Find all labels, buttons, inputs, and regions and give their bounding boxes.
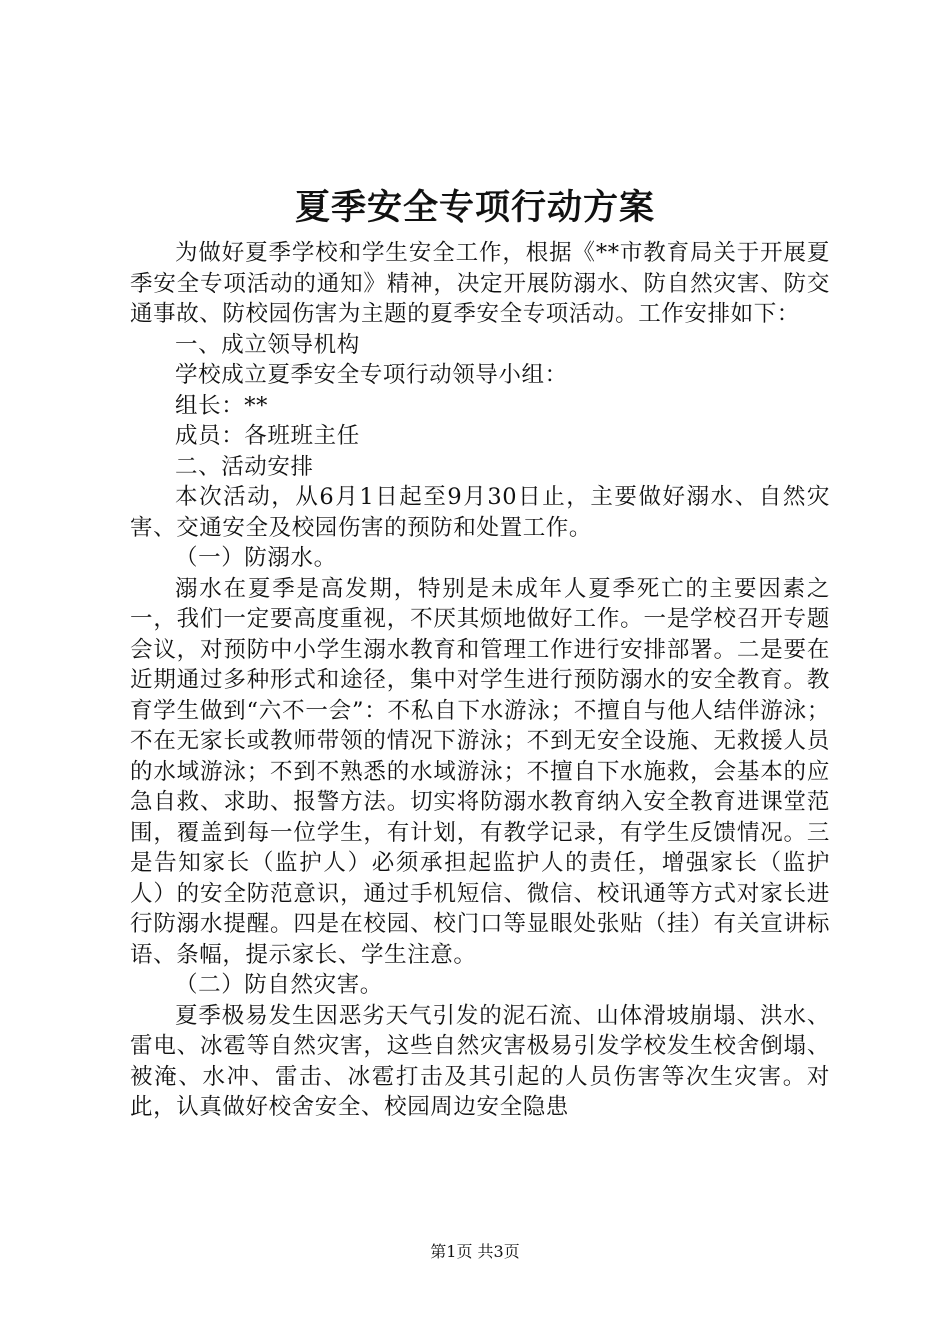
paragraph-leader: 组长：**: [175, 392, 269, 419]
heading-activities: 二、活动安排: [175, 453, 314, 480]
document-title: 夏季安全专项行动方案: [294, 187, 655, 228]
paragraph-members: 成员：各班班主任: [175, 423, 360, 449]
document-body: [130, 238, 830, 1123]
page-number-footer: 第1页 共3页: [430, 1242, 520, 1261]
heading-leadership: 一、成立领导机构: [175, 331, 360, 358]
paragraph-activity-period: 本次活动，从6月1日起至9月30日止，主要做好溺水、自然灾害、交通安全及校园伤害的预防和处置工作。: [130, 484, 830, 541]
paragraph-natural-disaster: 夏季极易发生因恶劣天气引发的泥石流、山体滑坡崩塌、洪水、雷电、冰雹等自然灾害，这些自然灾害极易引发学校发生校舍倒塌、被淹、水冲、雷击、冰雹打击及其引起的人员伤害等次生灾害。对此，认真做好校舍安全、校园周边安全隐患: [130, 1002, 830, 1120]
paragraph-intro: 为做好夏季学校和学生安全工作，根据《**市教育局关于开展夏季安全专项活动的通知》精神，决定开展防溺水、防自然灾害、防交通事故、防校园伤害为主题的夏季安全专项活动。工作安排如下：: [130, 240, 830, 327]
subheading-natural-disaster: （二）防自然灾害。: [175, 972, 383, 998]
paragraph-group: 学校成立夏季安全专项行动领导小组：: [175, 362, 568, 388]
subheading-drowning: （一）防溺水。: [175, 545, 337, 571]
paragraph-drowning: 溺水在夏季是高发期，特别是未成年人夏季死亡的主要因素之一，我们一定要高度重视，不厌其烦地做好工作。一是学校召开专题会议，对预防中小学生溺水教育和管理工作进行安排部署。二是要在近期通过多种形式和途径，集中对学生进行预防溺水的安全教育。教育学生做到“六不一会”：不私自下水游泳；不擅自与他人结伴游泳；不在无家长或教师带领的情况下游泳；不到无安全设施、无救援人员的水域游泳；不到不熟悉的水域游泳；不擅自下水施救，会基本的应急自救、求助、报警方法。切实将防溺水教育纳入安全教育进课堂范围，覆盖到每一位学生，有计划，有教学记录，有学生反馈情况。三是告知家长（监护人）必须承担起监护人的责任，增强家长（监护人）的安全防范意识，通过手机短信、微信、校讯通等方式对家长进行防溺水提醒。四是在校园、校门口等显眼处张贴（挂）有关宣讲标语、条幅，提示家长、学生注意。: [130, 575, 830, 968]
